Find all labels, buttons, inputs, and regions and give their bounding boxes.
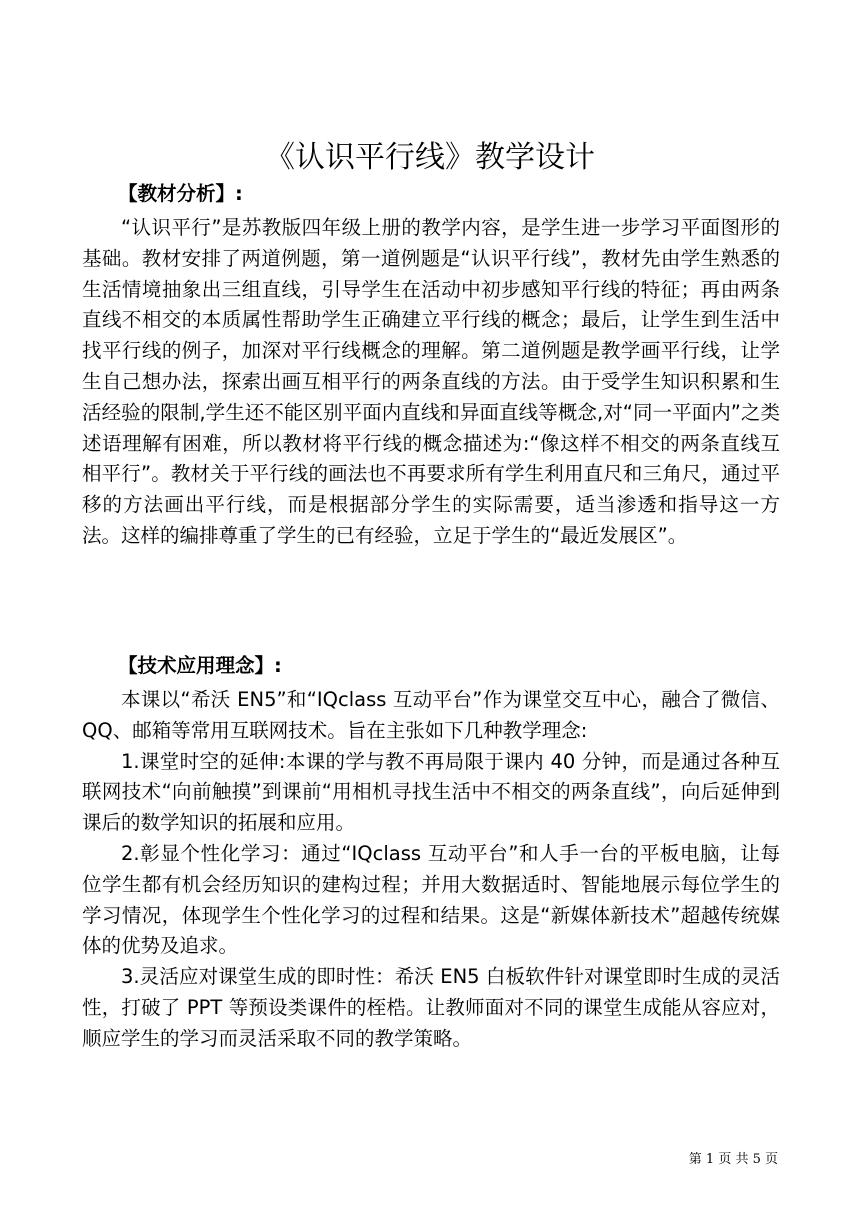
section-body-technology-concept (82, 685, 780, 1055)
paragraph: “认识平行”是苏教版四年级上册的教学内容，是学生进一步学习平面图形的基础。教材安排了两道例题，第一道例题是“认识平行线”，教材先由学生熟悉的生活情境抽象出三组直线，引导学生在活动中初步感知平行线的特征；再由两条直线不相交的本质属性帮助学生正确建立平行线的概念；最后，让学生到生活中找平行线的例子，加深对平行线概念的理解。第二道例题是教学画平行线，让学生自己想办法，探索出画互相平行的两条直线的方法。由于受学生知识积累和生活经验的限制,学生还不能区别平面内直线和异面直线等概念,对“同一平面内”之类述语理解有困难，所以教材将平行线的概念描述为:“像这样不相交的两条直线互相平行”。教材关于平行线的画法也不再要求所有学生利用直尺和三角尺，通过平移的方法画出平行线，而是根据部分学生的实际需要，适当渗透和指导这一方法。这样的编排尊重了学生的已有经验，立足于学生的“最近发展区”。 (82, 216, 780, 547)
document-title: 《认识平行线》教学设计 (265, 140, 595, 175)
paragraph: 本课以“希沃 EN5”和“IQclass 互动平台”作为课堂交互中心，融合了微信、QQ、邮箱等常用互联网技术。旨在主张如下几种教学理念: (82, 688, 780, 742)
section-heading-technology-concept: 【技术应用理念】: (118, 654, 282, 677)
section-body-textbook-analysis (82, 213, 780, 552)
paragraph: 1.课堂时空的延伸:本课的学与教不再局限于课内 40 分钟，而是通过各种互联网技术“向前触摸”到课前“用相机寻找生活中不相交的两条直线”，向后延伸到课后的数学知识的拓展和应用。 (82, 749, 780, 835)
paragraph: 2.彰显个性化学习：通过“IQclass 互动平台”和人手一台的平板电脑，让每位学生都有机会经历知识的建构过程；并用大数据适时、智能地展示每位学生的学习情况，体现学生个性化学习的过程和结果。这是“新媒体新技术”超越传统媒体的优势及追求。 (82, 841, 780, 958)
page-number-footer: 第 1 页 共 5 页 (688, 1152, 778, 1167)
section-heading-textbook-analysis: 【教材分析】: (118, 182, 243, 205)
paragraph: 3.灵活应对课堂生成的即时性：希沃 EN5 白板软件针对课堂即时生成的灵活性，打破了 PPT 等预设类课件的桎梏。让教师面对不同的课堂生成能从容应对，顺应学生的学习而灵活采取不同的教学策略。 (82, 965, 780, 1050)
